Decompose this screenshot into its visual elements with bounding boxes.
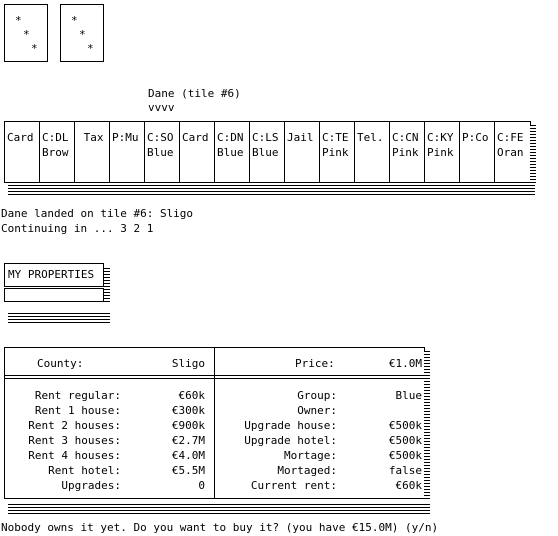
card-field-label: Rent 1 house: xyxy=(34,404,121,417)
tile-line-1: Tax xyxy=(77,131,104,144)
card-field-label: Mortage: xyxy=(284,449,337,462)
tile-line-2: Pink xyxy=(392,146,419,159)
tile-line-1: C:FE xyxy=(497,131,524,144)
card-field-label: Rent regular: xyxy=(34,389,121,402)
game-board xyxy=(4,121,531,183)
tile-line-1: C:DL xyxy=(42,131,69,144)
tile-line-1: C:CN xyxy=(392,131,419,144)
card-field-label: Current rent: xyxy=(250,479,337,492)
card-field-value: €500k xyxy=(388,434,422,447)
card-field-label: Mortaged: xyxy=(277,464,337,477)
die-pip: * xyxy=(23,28,30,41)
tile-line-2: Blue xyxy=(147,146,174,159)
card-field-label: Owner: xyxy=(297,404,337,417)
board-tile xyxy=(145,122,180,182)
my-properties-title: MY PROPERTIES xyxy=(8,268,95,281)
board-tile xyxy=(180,122,215,182)
card-field-label: Upgrade house: xyxy=(244,419,337,432)
card-field-value: €900k xyxy=(171,419,205,432)
tile-line-2: Blue xyxy=(252,146,279,159)
card-field-label: Rent 3 houses: xyxy=(28,434,121,447)
card-field-label: Rent 2 houses: xyxy=(28,419,121,432)
my-properties-list xyxy=(4,288,104,302)
tile-line-1: C:SO xyxy=(147,131,174,144)
tile-line-1: Tel. xyxy=(357,131,384,144)
board-tile xyxy=(110,122,145,182)
board-tile xyxy=(495,122,530,182)
card-shadow xyxy=(424,351,430,499)
card-field-value: €500k xyxy=(388,419,422,432)
card-field-label: Upgrades: xyxy=(61,479,121,492)
price-value: €1.0M xyxy=(388,357,422,370)
tile-line-1: C:LS xyxy=(252,131,279,144)
card-field-value: €300k xyxy=(171,404,205,417)
card-field-value: 0 xyxy=(198,479,205,492)
board-tile xyxy=(75,122,110,182)
tile-line-1: Card xyxy=(182,131,209,144)
board-shadow xyxy=(8,183,535,195)
tile-line-1: C:KY xyxy=(427,131,454,144)
tile-line-1: P:Co xyxy=(462,131,489,144)
board-tile xyxy=(320,122,355,182)
board-tile xyxy=(390,122,425,182)
card-field-value: €2.7M xyxy=(171,434,205,447)
county-value: Sligo xyxy=(171,357,205,370)
board-tile xyxy=(460,122,495,182)
buy-prompt: Nobody owns it yet. Do you want to buy it? (you have €15.0M) (y/n) xyxy=(1,521,439,534)
die-pip: * xyxy=(79,28,86,41)
board-tile xyxy=(425,122,460,182)
die-pip: * xyxy=(71,14,78,27)
tile-line-1: Card xyxy=(7,131,34,144)
card-field-value: €60k xyxy=(395,479,422,492)
card-field-label: Rent 4 houses: xyxy=(28,449,121,462)
tile-line-2: Brow xyxy=(42,146,69,159)
board-shadow xyxy=(530,125,536,183)
tile-line-2: Oran xyxy=(497,146,524,159)
tile-line-2: Pink xyxy=(427,146,454,159)
card-field-value: €5.5M xyxy=(171,464,205,477)
properties-shadow xyxy=(8,311,110,323)
card-field-value: €60k xyxy=(178,389,205,402)
my-properties-panel xyxy=(4,263,104,287)
card-field-value: €500k xyxy=(388,449,422,462)
card-field-label: Upgrade hotel: xyxy=(244,434,337,447)
card-field-value: false xyxy=(388,464,422,477)
tile-line-1: P:Mu xyxy=(112,131,139,144)
card-field-label: Rent hotel: xyxy=(48,464,121,477)
player-marker-label: Dane (tile #6) xyxy=(148,87,241,100)
tile-line-2: Blue xyxy=(217,146,244,159)
board-tile xyxy=(40,122,75,182)
board-tile xyxy=(355,122,390,182)
board-tile xyxy=(5,122,40,182)
tile-line-1: C:DN xyxy=(217,131,244,144)
die-1 xyxy=(4,4,48,62)
price-label: Price: xyxy=(295,357,335,370)
card-shadow xyxy=(8,502,430,514)
board-tile xyxy=(215,122,250,182)
continuing-message: Continuing in ... 3 2 1 xyxy=(1,222,154,235)
die-pip: * xyxy=(31,42,38,55)
tile-line-2: Pink xyxy=(322,146,349,159)
property-card xyxy=(4,347,425,499)
board-tile xyxy=(250,122,285,182)
die-2 xyxy=(60,4,104,62)
die-pip: * xyxy=(87,42,94,55)
tile-line-1: C:TE xyxy=(322,131,349,144)
player-marker-arrows: vvvv xyxy=(148,101,175,114)
board-tile xyxy=(285,122,320,182)
properties-shadow xyxy=(104,266,110,302)
county-label: County: xyxy=(37,357,84,370)
card-field-value: €4.0M xyxy=(171,449,205,462)
card-field-value: Blue xyxy=(395,389,422,402)
die-pip: * xyxy=(15,14,22,27)
tile-line-1: Jail xyxy=(287,131,314,144)
card-field-label: Group: xyxy=(297,389,337,402)
landed-message: Dane landed on tile #6: Sligo xyxy=(1,207,194,220)
